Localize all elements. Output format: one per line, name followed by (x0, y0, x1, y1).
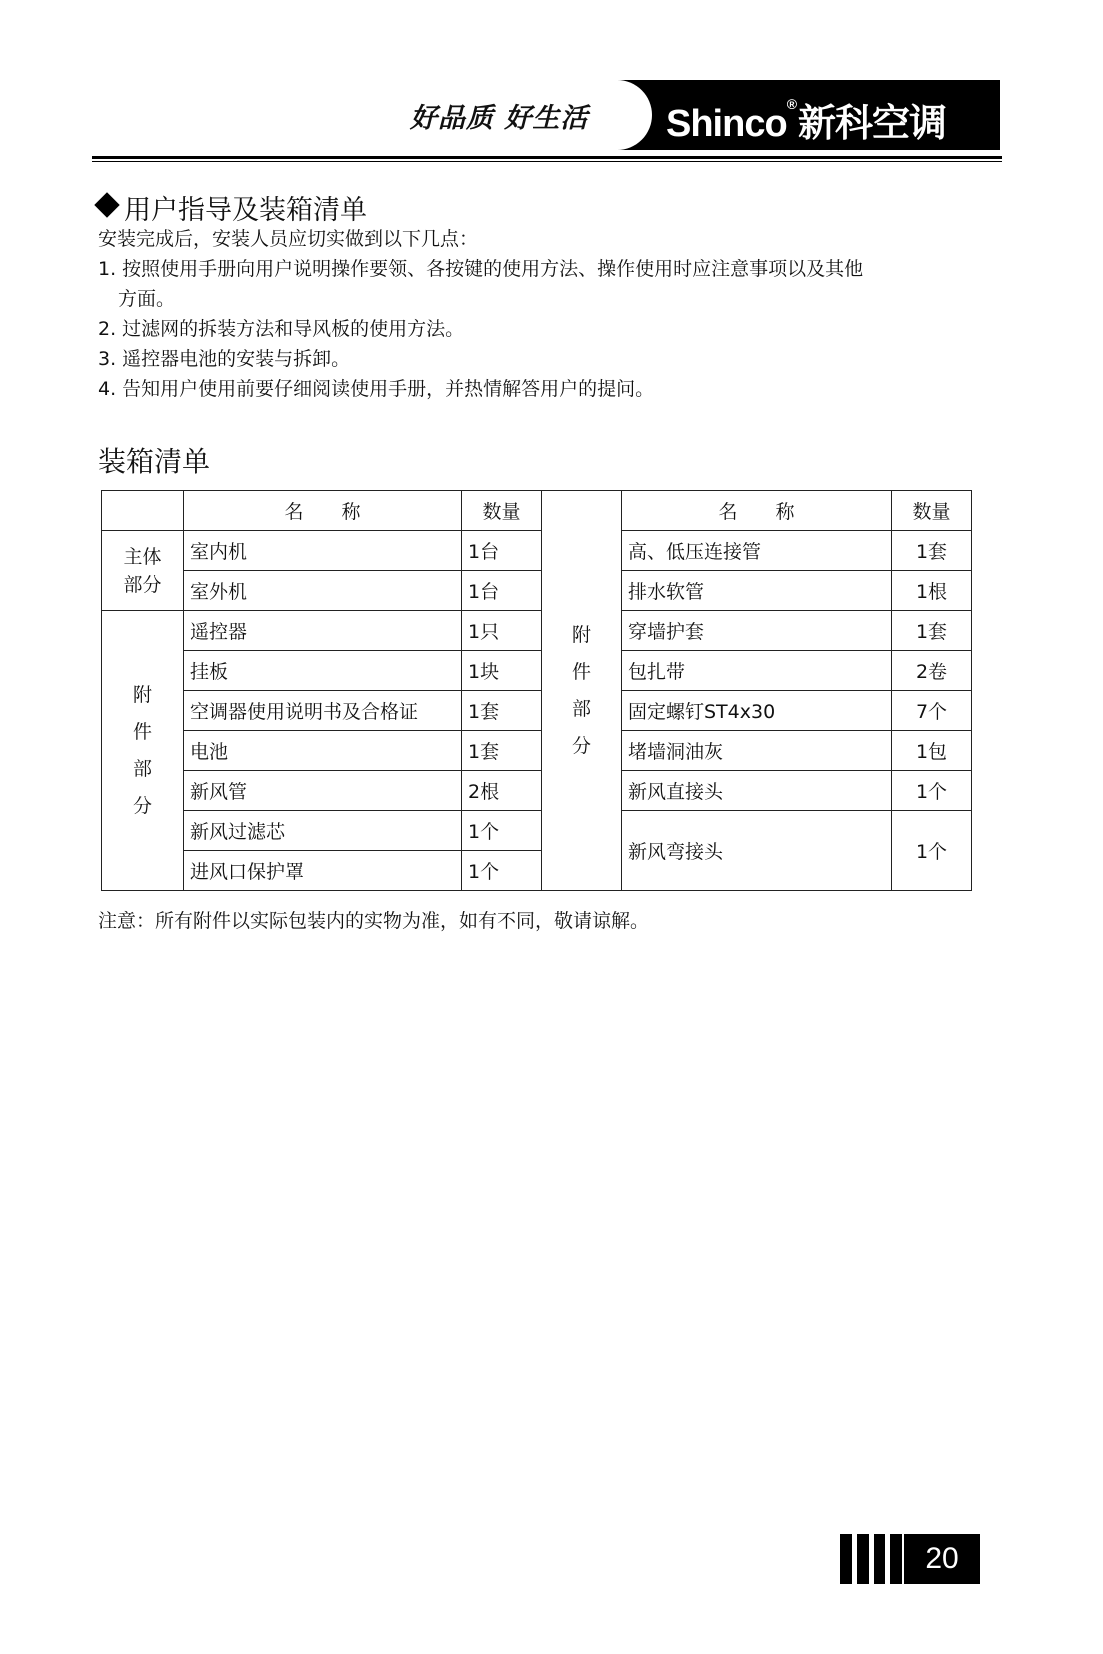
brand-cn: 新科空调 (798, 103, 947, 145)
table-row (102, 771, 972, 811)
item-qty: 1个 (462, 851, 542, 891)
item-qty: 1块 (462, 651, 542, 691)
item-qty: 7个 (892, 691, 972, 731)
item-name: 遥控器 (184, 611, 462, 651)
item-name: 新风过滤芯 (184, 811, 462, 851)
item-qty: 1包 (892, 731, 972, 771)
brand-en: Shinco (666, 103, 787, 145)
item-qty: 1个 (892, 771, 972, 811)
item-name: 室内机 (184, 531, 462, 571)
item-qty: 1台 (462, 531, 542, 571)
item-qty: 1只 (462, 611, 542, 651)
col-header-qty-right: 数量 (892, 491, 972, 531)
diamond-bullet-icon (94, 192, 119, 217)
intro-text: 安装完成后，安装人员应切实做到以下几点： (98, 228, 479, 250)
item-qty: 2卷 (892, 651, 972, 691)
item-name: 固定螺钉ST4x30 (622, 691, 892, 731)
instruction-3: 3. 遥控器电池的安装与拆卸。 (98, 348, 351, 370)
item-qty: 1套 (892, 611, 972, 651)
note-text: 注意：所有附件以实际包装内的实物为准，如有不同，敬请谅解。 (98, 910, 650, 932)
group-label-main: 主体 部分 (102, 531, 184, 611)
item-qty: 2根 (462, 771, 542, 811)
group-label-accessories-right: 附 件 部 分 (542, 491, 622, 891)
item-name: 排水软管 (622, 571, 892, 611)
instruction-2: 2. 过滤网的拆装方法和导风板的使用方法。 (98, 318, 465, 340)
item-name: 新风弯接头 (622, 811, 892, 891)
item-name: 新风直接头 (622, 771, 892, 811)
item-qty: 1根 (892, 571, 972, 611)
instruction-1: 1. 按照使用手册向用户说明操作要领、各按键的使用方法、操作使用时应注意事项以及其他 (98, 258, 864, 280)
table-row (102, 731, 972, 771)
item-name: 穿墙护套 (622, 611, 892, 651)
registered-mark: ® (786, 96, 797, 112)
section-title: 用户指导及装箱清单 (124, 195, 367, 226)
item-qty: 1个 (462, 811, 542, 851)
item-qty: 1套 (462, 731, 542, 771)
packing-table (101, 490, 972, 891)
col-header-qty: 数量 (462, 491, 542, 531)
col-header-name: 名 称 (184, 491, 462, 531)
header-rule (92, 156, 1002, 159)
item-name: 空调器使用说明书及合格证 (184, 691, 462, 731)
table-row (102, 571, 972, 611)
item-name: 挂板 (184, 651, 462, 691)
page-number: 20 (904, 1534, 980, 1584)
instruction-4: 4. 告知用户使用前要仔细阅读使用手册，并热情解答用户的提问。 (98, 378, 655, 400)
item-name: 室外机 (184, 571, 462, 611)
group-label-accessories: 附 件 部 分 (102, 611, 184, 891)
slogan: 好品质 好生活 (410, 103, 589, 134)
item-name: 高、低压连接管 (622, 531, 892, 571)
item-name: 堵墙洞油灰 (622, 731, 892, 771)
item-name: 包扎带 (622, 651, 892, 691)
item-name: 电池 (184, 731, 462, 771)
table-row (102, 531, 972, 571)
item-qty: 1套 (892, 531, 972, 571)
col-header-name-right: 名 称 (622, 491, 892, 531)
item-name: 新风管 (184, 771, 462, 811)
item-qty: 1套 (462, 691, 542, 731)
table-row (102, 691, 972, 731)
table-row (102, 651, 972, 691)
table-header-row (102, 491, 972, 531)
table-row (102, 811, 972, 851)
item-qty: 1个 (892, 811, 972, 891)
instruction-1-cont: 方面。 (118, 288, 176, 310)
brand-logo (666, 92, 946, 147)
table-row (102, 611, 972, 651)
item-qty: 1台 (462, 571, 542, 611)
page-marker-bars (840, 1534, 902, 1584)
item-name: 进风口保护罩 (184, 851, 462, 891)
packing-list-title: 装箱清单 (98, 445, 211, 478)
header-rule-thin (92, 161, 1002, 162)
